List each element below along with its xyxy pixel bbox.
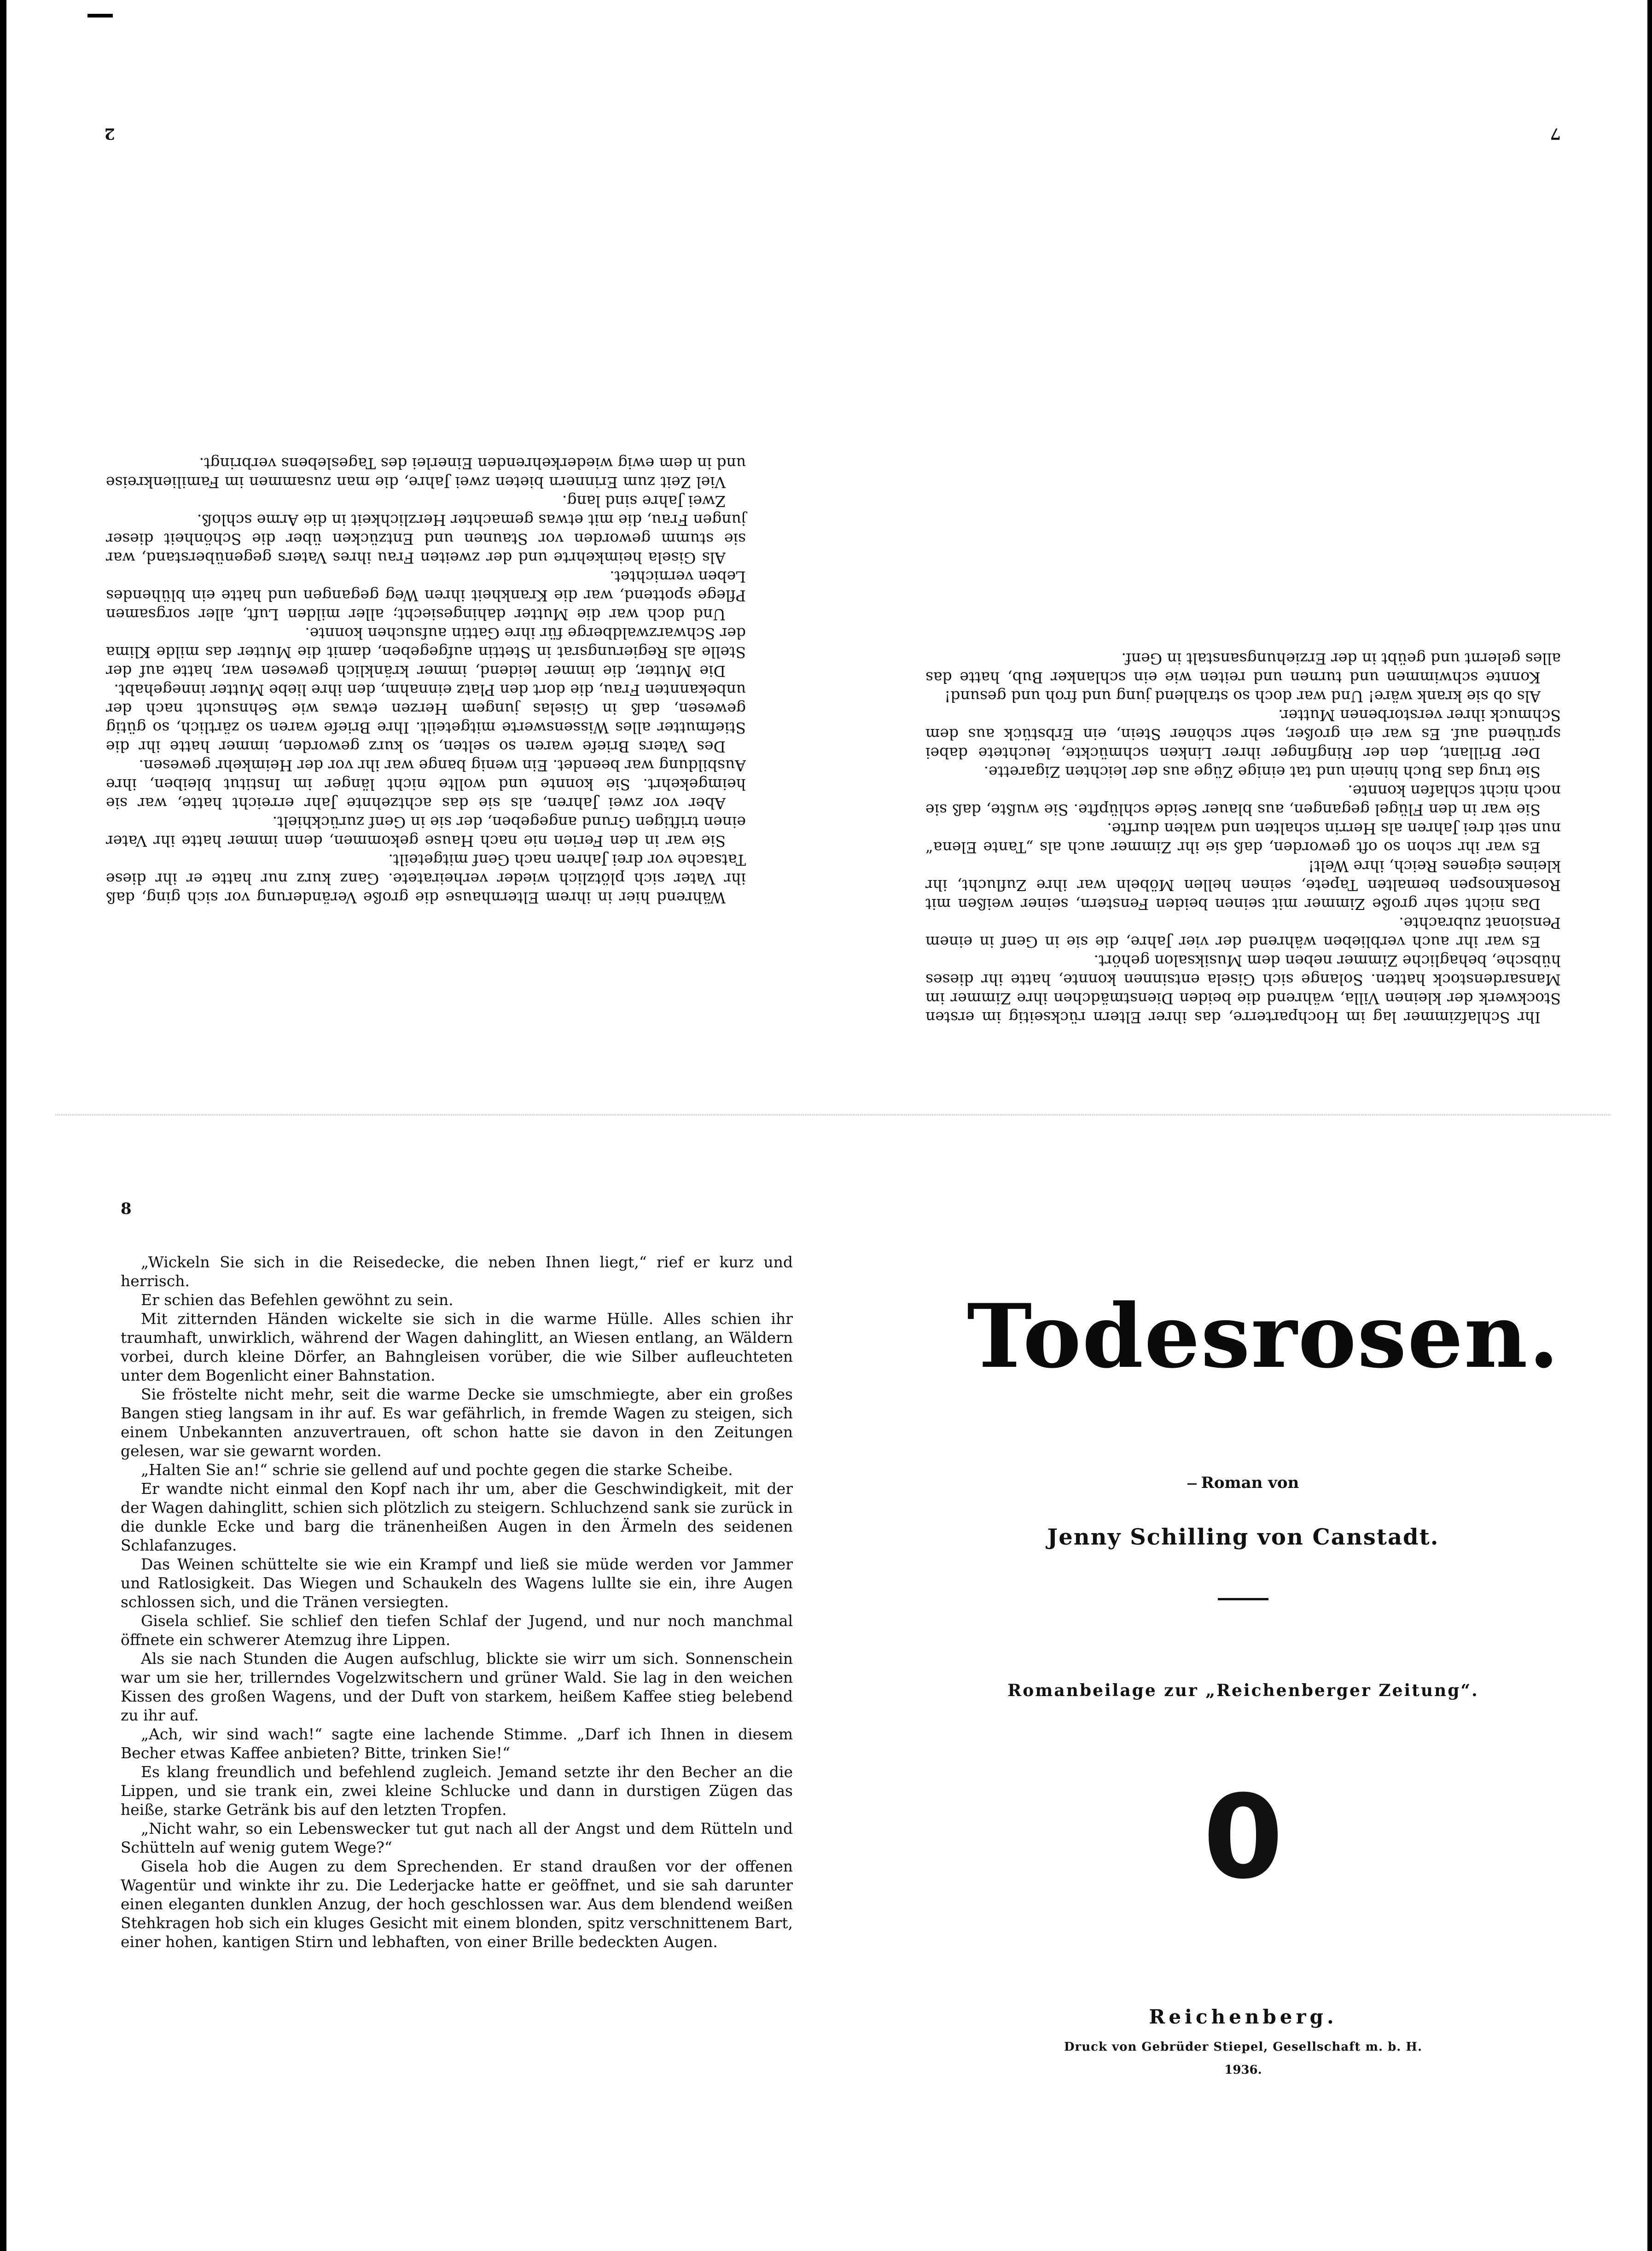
paragraph: Der Brillant, den der Ringfinger ihrer Linken schmückte, leuchtete dabei sprühend auf. Es war ein großer, sehr schöner Stein, ein Erbstück aus dem Schmuck ihrer verstorbenen Mutter. bbox=[925, 706, 1561, 762]
paragraph: Sie war in den Flügel gegangen, aus blauer Seide schlüpfte. Sie wußte, daß sie noch nicht schlafen konnte. bbox=[925, 782, 1561, 819]
paragraph: Es war ihr schon so oft geworden, daß sie ihr Zimmer auch als „Tante Elena“ nun seit drei Jahren als Herrin schalten und walten durfte. bbox=[925, 820, 1561, 857]
paragraph: Das nicht sehr große Zimmer mit seinen beiden Fenstern, seiner weißen mit Rosenknospen bemalten Tapete, seinen hellen Möbeln war ihre Zuflucht, ihr kleines eigenes Reich, ihre Welt! bbox=[925, 857, 1561, 913]
paragraph: Als ob sie krank wäre! Und war doch so strahlend jung und froh und gesund! bbox=[944, 688, 1541, 706]
paragraph: „Ach, wir sind wach!“ sagte eine lachende Stimme. „Darf ich Ihnen in diesem Becher etwas Kaffee anbieten? Bitte, trinken Sie!“ bbox=[121, 1725, 793, 1762]
paragraph: Sie fröstelte nicht mehr, seit die warme Decke sie umschmiegte, aber ein großes Bangen stieg langsam in ihr auf. Es war gefährlich, in fremde Wagen zu steigen, sich einem Unbekannten anzuvertrauen, oft schon hatte sie davon in den Zeitungen gelesen, war sie gewarnt worden. bbox=[121, 1385, 793, 1460]
paragraph: Aber vor zwei Jahren, als sie das achtzehnte Jahr erreicht hatte, war sie heimgekehrt. Sie konnte und wollte nicht länger im Institut bleiben, ihre Ausbildung war beendet. Ein wenig bange war ihr vor der Heimkehr gewesen. bbox=[106, 757, 746, 812]
issue-number: 0 bbox=[1203, 1770, 1283, 1904]
paragraph: Und doch war die Mutter dahingesiecht; aller milden Luft, aller sorgsamen Pflege spottend, war die Krankheit ihren Weg gegangen und hatte ein blühendes Leben vernichtet. bbox=[106, 568, 746, 624]
paragraph: Zwei Jahre sind lang. bbox=[562, 492, 726, 510]
book-title: Todesrosen. bbox=[967, 1285, 1560, 1388]
page-number: 8 bbox=[121, 1200, 132, 1218]
scan-border-left bbox=[0, 0, 6, 2251]
paragraph: Sie trug das Buch hinein und tat einige Züge aus der leichten Zigarette. bbox=[983, 763, 1541, 781]
cover-page bbox=[967, 1285, 1560, 2095]
page-2-upside-down bbox=[106, 124, 746, 1027]
paragraph: Als Gisela heimkehrte und der zweiten Frau ihres Vaters gegenüberstand, war sie stumm geworden vor Staunen und Entzücken über die Schönheit dieser jungen Frau, die mit etwas gemachter Herzlichkeit in die Arme schloß. bbox=[106, 511, 746, 567]
paragraph: Mit zitternden Händen wickelte sie sich in die warme Hülle. Alles schien ihr traumhaft, unwirklich, während der Wagen dahinglitt, an Wiesen entlang, an Wäldern vorbei, durch kleine Dörfer, an Bahngleisen vorüber, die wie Silber aufleuchteten unter dem Bogenlicht einer Bahnstation. bbox=[121, 1310, 793, 1384]
page-2-text bbox=[106, 454, 746, 907]
paragraph: Er schien das Befehlen gewöhnt zu sein. bbox=[141, 1291, 454, 1309]
printer-line: Druck von Gebrüder Stiepel, Gesellschaft m. b. H. bbox=[1064, 2040, 1422, 2054]
page-7-upside-down bbox=[925, 124, 1561, 1027]
dash-mark bbox=[1187, 1483, 1197, 1485]
paragraph: Das Weinen schüttelte sie wie ein Krampf und ließ sie müde werden vor Jammer und Ratlosigkeit. Das Wiegen und Schaukeln des Wagens lullte sie ein, ihre Augen schlossen sich, und die Tränen versiegten. bbox=[121, 1555, 793, 1611]
paragraph: Es war ihr auch verblieben während der vier Jahre, die sie in Genf in einem Pensionat zubrachte. bbox=[925, 914, 1561, 951]
author-name: Jenny Schilling von Canstadt. bbox=[1047, 1524, 1439, 1550]
paragraph: Während hier in ihrem Elternhause die große Veränderung vor sich ging, daß ihr Vater sich plötzlich wieder verheiratete. Ganz kurz nur hatte er ihr diese Tatsache vor drei Jahren nach Genf mitgeteilt. bbox=[106, 851, 746, 907]
fold-line bbox=[55, 1114, 1611, 1115]
paragraph: Es klang freundlich und befehlend zugleich. Jemand setzte ihr den Becher an die Lippen, und sie trank ein, zwei kleine Schlucke und dann in durstigen Zügen das heiße, starke Getränk bis auf den letzten Tropfen. bbox=[121, 1763, 793, 1819]
page-8-text bbox=[121, 1253, 793, 1951]
paragraph: Er wandte nicht einmal den Kopf nach ihr um, aber die Geschwindigkeit, mit der der Wagen dahinglitt, schien sich plötzlich zu steigern. Schluchzend sank sie zurück in die dunkle Ecke und barg die tränenheißen Augen in den Ärmeln des seidenen Schlafanzuges. bbox=[121, 1480, 793, 1554]
imprint-city: Reichenberg. bbox=[1149, 2006, 1338, 2028]
paragraph: „Halten Sie an!“ schrie sie gellend auf und pochte gegen die starke Scheibe. bbox=[141, 1461, 733, 1479]
paragraph: „Wickeln Sie sich in die Reisedecke, die neben Ihnen liegt,“ rief er kurz und herrisch. bbox=[121, 1253, 793, 1290]
year: 1936. bbox=[1224, 2063, 1262, 2077]
page-7-text bbox=[925, 649, 1561, 1027]
paragraph: Konnte schwimmen und turnen und reiten wie ein schlanker Bub, hatte das alles gelernt und geübt in der Erziehungsanstalt in Genf. bbox=[925, 650, 1561, 687]
paragraph: Gisela hob die Augen zu dem Sprechenden. Er stand draußen vor der offenen Wagentür und winkte ihr zu. Die Lederjacke hatte er geöffnet, und sie sah darunter einen eleganten dunklen Anzug, der hoch geschlossen war. Aus dem blendend weißen Stehkragen hob sich ein kluges Gesicht mit einem blonden, spitz verschnittenem Bart, einer hohen, kantigen Stirn und lebhaften, von einer Brille bedeckten Augen. bbox=[121, 1857, 793, 1951]
scan-mark bbox=[87, 14, 113, 17]
paragraph: Sie war in den Ferien nie nach Hause gekommen, denn immer hatte ihr Vater einen triftigen Grund angegeben, der sie in Genf zurückhielt. bbox=[106, 813, 746, 850]
paragraph: Ihr Schlafzimmer lag im Hochparterre, das ihrer Eltern rückseitig im ersten Stockwerk der kleinen Villa, während die beiden Dienstmädchen ihre Zimmer im Mansardenstock hatten. Solange sich Gisela entsinnen konnte, hatte ihr dieses hübsche, behagliche Zimmer neben dem Musiksalon gehört. bbox=[925, 952, 1561, 1026]
paragraph: Gisela schlief. Sie schlief den tiefen Schlaf der Jugend, und nur noch manchmal öffnete ein schwerer Atemzug ihre Lippen. bbox=[121, 1612, 793, 1649]
scan-border-right bbox=[1647, 0, 1652, 2251]
supplement-line: Romanbeilage zur „Reichenberger Zeitung“. bbox=[1007, 1681, 1479, 1700]
paragraph: Als sie nach Stunden die Augen aufschlug, blickte sie wirr um sich. Sonnenschein war um sie her, trillerndes Vogelzwitschern und grüner Wald. Sie lag in den weichen Kissen des großen Wagens, und der Duft von starkem, heißem Kaffee stieg belebend zu ihr auf. bbox=[121, 1650, 793, 1724]
genre-line: Roman von bbox=[967, 1474, 1519, 1492]
paragraph: Viel Zeit zum Erinnern bieten zwei Jahre, die man zusammen im Familienkreise und in dem ewig wiederkehrenden Einerlei des Tageslebens verbringt. bbox=[106, 455, 746, 491]
page-number: 7 bbox=[1550, 124, 1561, 143]
divider bbox=[1218, 1598, 1268, 1600]
paragraph: „Nicht wahr, so ein Lebenswecker tut gut nach all der Angst und dem Rütteln und Schütteln auf wenig gutem Wege?“ bbox=[121, 1819, 793, 1856]
paragraph: Die Mutter, die immer leidend, immer kränklich gewesen war, hatte auf der Stelle als Regierungsrat in Stettin aufgegeben, damit die Mutter das milde Klima der Schwarzwaldberge für ihre Gattin aufsuchen konnte. bbox=[106, 624, 746, 680]
page-number: 2 bbox=[104, 124, 115, 143]
paragraph: Des Vaters Briefe waren so selten, so kurz geworden, immer hatte ihr die Stiefmutter alles Wissenswerte mitgeteilt. Ihre Briefe waren so zärtlich, so gütig gewesen, daß in Giselas jungem Herzen etwas wie Sehnsucht nach der unbekannten Frau, die dort den Platz einnahm, den ihre liebe Mutter innegehabt. bbox=[106, 681, 746, 756]
